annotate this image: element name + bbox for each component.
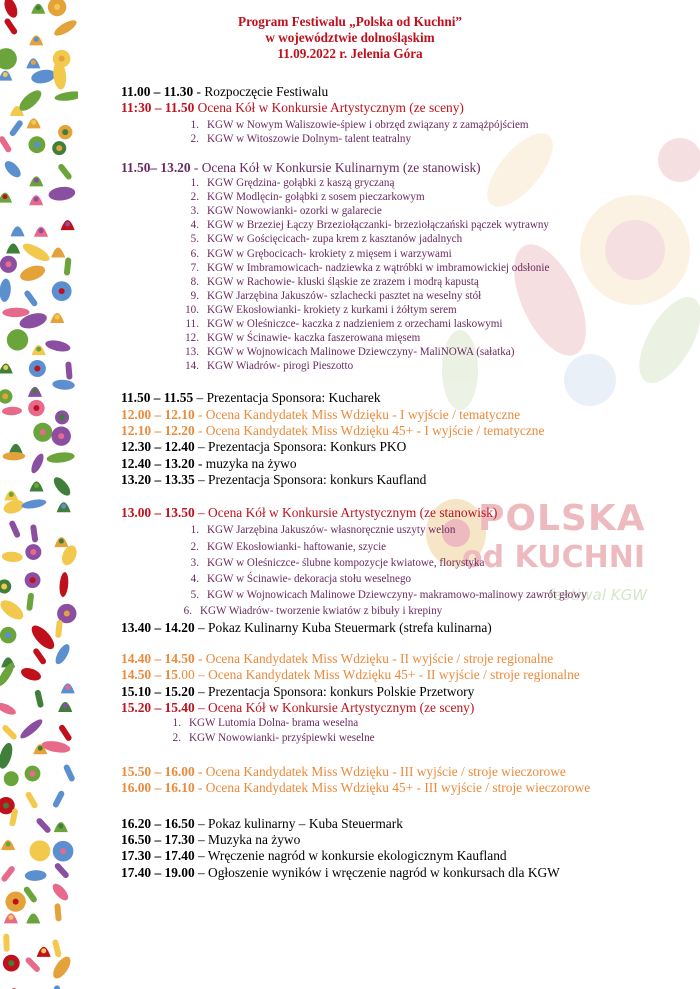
entry-desc: Ocena Kół w Konkursie Artystycznym (ze sceny) — [194, 100, 464, 116]
schedule-entry — [121, 390, 696, 406]
list-item: 10. KGW Ekosłowianki- krokiety z kurkami i żółtym serem — [185, 303, 457, 316]
list-item: 14. KGW Wiadrów- pirogi Pieszotto — [185, 360, 354, 373]
entry-time: 14.40 – 14.50 — [121, 650, 195, 666]
schedule-entry — [121, 684, 696, 700]
entry-time: 16.20 – 16.50 — [121, 815, 195, 831]
list-item: 2. KGW Nowowianki- przyśpiewki weselne — [172, 732, 375, 745]
list-item: 6. KGW w Grębocicach- krokiety z mięsem i warzywami — [190, 247, 452, 260]
logo-word-polska: POLSKA — [478, 498, 646, 539]
list-item: 8. KGW w Rachowie- kluski śląskie ze zrazem i modrą kapustą — [190, 275, 479, 288]
entry-time: 11.50– 13.20 — [121, 159, 191, 175]
entry-time: 11.50 – 11.55 — [121, 390, 194, 406]
entry-time: 12.30 – 12.40 — [121, 439, 195, 455]
entry-time: 13.00 – 13.50 — [121, 505, 195, 521]
entry-desc: – Ocena Kół w Konkursie Artystycznym (ze sceny) — [194, 699, 475, 715]
entry-desc: - Ocena Kandydatek Miss Wdzięku 45+ - I wyjście / tematyczne — [194, 422, 545, 438]
entry-desc: – Pokaz kulinarny – Kuba Steuermark — [194, 815, 403, 831]
entry-desc: – Ocena Kandydatek Miss Wdzięku 45+ - II wyjście / stroje regionalne — [194, 667, 580, 683]
list-item: 5. KGW w Wojnowicach Malinowe Dziewczyny- makramowo-malinowy zawrót głowy — [190, 589, 587, 602]
schedule-entry — [121, 505, 696, 521]
list-item: 7. KGW w Imbramowicach- nadziewka z wątróbki w imbramowickiej odsłonie — [190, 261, 550, 274]
entry-desc: – Ocena Kół w Konkursie Artystycznym (ze stanowisk) — [194, 505, 498, 521]
list-item: 5. KGW w Gościęcicach- zupa krem z kasztanów jadalnych — [190, 233, 463, 246]
entry-desc: - muzyka na żywo — [194, 455, 297, 471]
participant-list — [179, 522, 696, 619]
entry-time: 12.10 – 12.20 — [121, 422, 195, 438]
list-item: 1. KGW Lutomia Dolna- brama weselna — [172, 717, 359, 730]
entry-time: 12.40 – 13.20 — [121, 455, 195, 471]
entry-time: 15.10 – 15.20 — [121, 683, 195, 699]
list-item: 1. KGW Jarzębina Jakuszów- własnoręcznie uszyty welon — [190, 524, 456, 537]
entry-desc: – Wręczenie nagród w konkursie ekologicznym Kaufland — [194, 848, 507, 864]
schedule-entry — [121, 780, 696, 796]
entry-time: 16.00 – 16.10 — [121, 780, 195, 796]
schedule-entry — [121, 667, 696, 683]
logo-subtitle: festiwal KGW — [548, 586, 648, 604]
title-line-1: Program Festiwalu „Polska od Kuchni” — [238, 14, 462, 29]
list-item: 13. KGW w Wojnowicach Malinowe Dziewczyny- MaliNOWA (sałatka) — [185, 346, 515, 359]
schedule-entry — [121, 620, 696, 636]
schedule-entry — [121, 700, 696, 716]
list-item: 1. KGW w Nowym Waliszowie-śpiew i obrzęd związany z zamążpójściem — [190, 118, 529, 131]
list-item: 1. KGW Grędzina- gołąbki z kaszą gryczaną — [190, 177, 395, 190]
logo-word-od-kuchni: od KUCHNI — [462, 540, 646, 575]
list-item: 2. KGW Modlęcin- gołąbki z sosem pieczarkowym — [190, 191, 425, 204]
schedule-entry — [121, 848, 696, 864]
entry-time: 13.40 – 14.20 — [121, 619, 195, 635]
entry-desc: – Ogłoszenie wyników i wręczenie nagród w konkursach dla KGW — [194, 864, 560, 880]
list-item: 9. KGW Jarzębina Jakuszów- szlachecki pasztet na weselny stół — [190, 289, 482, 302]
entry-time: 11:30 – 11.50 — [121, 100, 195, 116]
list-item: 3. KGW w Oleśniczce- ślubne kompozycje kwiatowe, florystyka — [190, 556, 485, 569]
entry-time: 15.20 – 15.40 — [121, 699, 195, 715]
document-title — [0, 14, 700, 62]
schedule — [121, 84, 696, 881]
list-item: 4. KGW w Ścinawie- dekoracja stołu weselnego — [190, 573, 412, 586]
entry-time-rest: .00 — [177, 667, 195, 683]
list-item: 6. KGW Wiadrów- tworzenie kwiatów z bibuły i krepiny — [183, 605, 443, 618]
title-line-3: 11.09.2022 r. Jelenia Góra — [277, 46, 423, 61]
list-item: 12. KGW w Ścinawie- kaczka faszerowana mięsem — [185, 332, 421, 345]
schedule-entry — [121, 423, 696, 439]
schedule-entry — [121, 832, 696, 848]
title-line-2: w województwie dolnośląskim — [265, 30, 435, 45]
schedule-entry — [121, 100, 696, 116]
schedule-entry — [121, 84, 696, 100]
schedule-entry — [121, 160, 696, 176]
entry-desc: - Ocena Kandydatek Miss Wdzięku - I wyjście / tematyczne — [194, 406, 521, 422]
schedule-entry — [121, 439, 696, 455]
schedule-entry — [121, 651, 696, 667]
entry-desc: - Ocena Kandydatek Miss Wdzięku - II wyjście / stroje regionalne — [194, 650, 554, 666]
schedule-entry — [121, 764, 696, 780]
schedule-entry — [121, 816, 696, 832]
entry-time: 12.00 – 12.10 — [121, 406, 195, 422]
folk-border-art — [0, 0, 78, 989]
schedule-entry — [121, 865, 696, 881]
entry-desc: - Ocena Kół w Konkursie Kulinarnym (ze stanowisk) — [190, 159, 481, 175]
list-item: 2. KGW w Witoszowie Dolnym- talent teatralny — [190, 132, 412, 145]
entry-desc: – Prezentacja Sponsora: Konkurs PKO — [194, 439, 407, 455]
entry-time: 17.30 – 17.40 — [121, 848, 195, 864]
list-item: 3. KGW Nowowianki- ozorki w galarecie — [190, 205, 382, 218]
list-item: 11. KGW w Oleśniczce- kaczka z nadzieniem z orzechami laskowymi — [185, 318, 503, 331]
list-item: 4. KGW w Brzeziej Łączy Brzeziołączanki- brzeziołączański pączek wytrawny — [190, 219, 549, 232]
schedule-entry — [121, 456, 696, 472]
entry-time: 11.00 – 11.30 — [121, 84, 194, 99]
entry-time: 14.50 – 15 — [121, 667, 178, 683]
schedule-entry — [121, 472, 696, 488]
entry-desc: – Pokaz Kulinarny Kuba Steuermark (strefa kulinarna) — [194, 619, 492, 635]
participant-list — [179, 176, 696, 373]
entry-desc: – Prezentacja Sponsora: konkurs Kaufland — [194, 471, 427, 487]
entry-desc: - Ocena Kandydatek Miss Wdzięku - III wyjście / stroje wieczorowe — [194, 764, 566, 780]
entry-desc: – Prezentacja Sponsora: konkurs Polskie Przetwory — [194, 683, 475, 699]
entry-desc: - Ocena Kandydatek Miss Wdzięku 45+ - III wyjście / stroje wieczorowe — [194, 780, 591, 796]
entry-time: 16.50 – 17.30 — [121, 832, 195, 848]
participant-list — [179, 118, 696, 146]
entry-time: 17.40 – 19.00 — [121, 864, 195, 880]
entry-desc: – Prezentacja Sponsora: Kucharek — [193, 390, 381, 406]
participant-list — [161, 716, 696, 746]
schedule-entry — [121, 407, 696, 423]
list-item: 2. KGW Ekosłowianki- haftowanie, szycie — [190, 540, 387, 553]
entry-desc: – Muzyka na żywo — [194, 832, 301, 848]
entry-desc: - Rozpoczęcie Festiwalu — [193, 84, 329, 99]
entry-time: 13.20 – 13.35 — [121, 471, 195, 487]
folk-pattern-border — [0, 0, 78, 989]
entry-time: 15.50 – 16.00 — [121, 764, 195, 780]
